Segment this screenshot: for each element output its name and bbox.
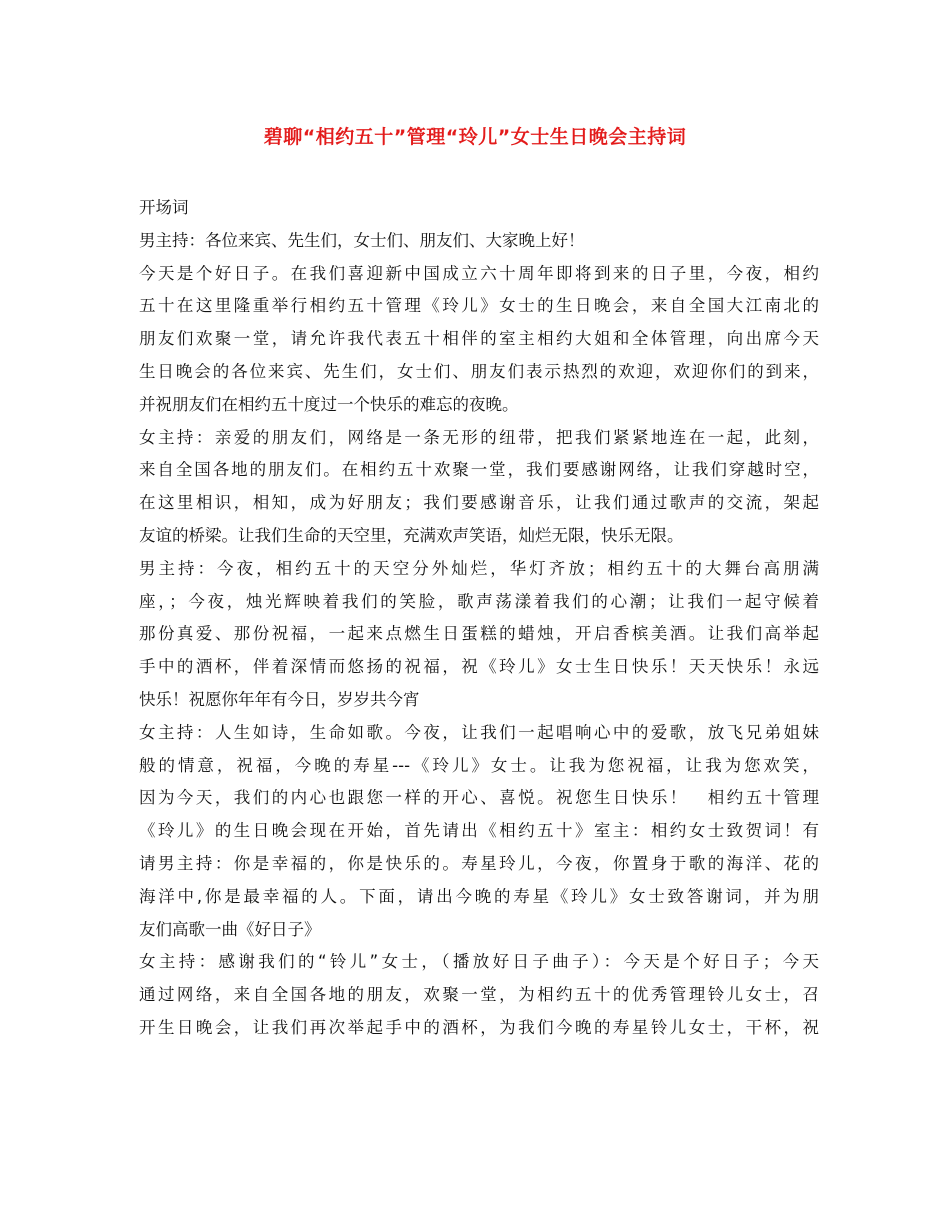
body-line: 手中的酒杯，伴着深情而悠扬的祝福，祝《玲儿》女士生日快乐！天天快乐！永远 — [139, 657, 819, 677]
body-line: 请男主持：你是幸福的，你是快乐的。寿星玲儿，今夜，你置身于歌的海洋、花的 — [139, 853, 819, 873]
body-line: 海洋中,你是最幸福的人。下面，请出今晚的寿星《玲儿》女士致答谢词，并为朋 — [139, 886, 819, 906]
body-line: 男主持：各位来宾、先生们，女士们、朋友们、大家晚上好！ — [139, 230, 585, 250]
body-line: 座，；今夜，烛光辉映着我们的笑脸，歌声荡漾着我们的心潮；让我们一起守候着 — [139, 591, 819, 611]
body-line: 并祝朋友们在相约五十度过一个快乐的难忘的夜晚。 — [139, 394, 519, 414]
body-line: 般的情意，祝福，今晚的寿星---《玲儿》女士。让我为您祝福，让我为您欢笑， — [139, 755, 819, 775]
section-heading: 开场词 — [139, 198, 189, 217]
body-line: 男主持：今夜，相约五十的天空分外灿烂，华灯齐放；相约五十的大舞台高朋满 — [139, 558, 819, 578]
body-line: 女主持：感谢我们的“铃儿”女士，（播放好日子曲子）：今天是个好日子；今天 — [139, 952, 819, 972]
body-line: 《玲儿》的生日晚会现在开始，首先请出《相约五十》室主：相约女士致贺词！有 — [139, 821, 819, 841]
document-title: 碧聊“相约五十”管理“玲儿”女士生日晚会主持词 — [263, 126, 687, 148]
body-line: 快乐！祝愿你年年有今日，岁岁共今宵 — [139, 689, 420, 709]
body-line: 友谊的桥梁。让我们生命的天空里，充满欢声笑语，灿烂无限，快乐无限。 — [139, 525, 684, 545]
body-line: 通过网络，来自全国各地的朋友，欢聚一堂，为相约五十的优秀管理铃儿女士，召 — [139, 985, 819, 1005]
document-body — [139, 192, 819, 1045]
body-line: 五十在这里隆重举行相约五十管理《玲儿》女士的生日晚会，来自全国大江南北的 — [139, 296, 819, 316]
body-line: 友们高歌一曲《好日子》 — [139, 919, 321, 939]
body-line: 在这里相识，相知，成为好朋友；我们要感谢音乐，让我们通过歌声的交流，架起 — [139, 493, 819, 513]
body-line: 生日晚会的各位来宾、先生们，女士们、朋友们表示热烈的欢迎，欢迎你们的到来， — [139, 361, 819, 381]
body-line: 女主持：亲爱的朋友们，网络是一条无形的纽带，把我们紧紧地连在一起，此刻， — [139, 427, 819, 447]
body-line: 那份真爱、那份祝福，一起来点燃生日蛋糕的蜡烛，开启香槟美酒。让我们高举起 — [139, 624, 819, 644]
body-line: 朋友们欢聚一堂，请允许我代表五十相伴的室主相约大姐和全体管理，向出席今天 — [139, 329, 819, 349]
body-line: 开生日晚会，让我们再次举起手中的酒杯，为我们今晚的寿星铃儿女士，干杯，祝 — [139, 1017, 819, 1037]
body-line: 来自全国各地的朋友们。在相约五十欢聚一堂，我们要感谢网络，让我们穿越时空， — [139, 460, 819, 480]
body-line: 今天是个好日子。在我们喜迎新中国成立六十周年即将到来的日子里，今夜，相约 — [139, 263, 819, 283]
body-line: 因为今天，我们的内心也跟您一样的开心、喜悦。祝您生日快乐！ 相约五十管理 — [139, 788, 819, 808]
body-line: 女主持：人生如诗，生命如歌。今夜，让我们一起唱响心中的爱歌，放飞兄弟姐妹 — [139, 722, 819, 742]
